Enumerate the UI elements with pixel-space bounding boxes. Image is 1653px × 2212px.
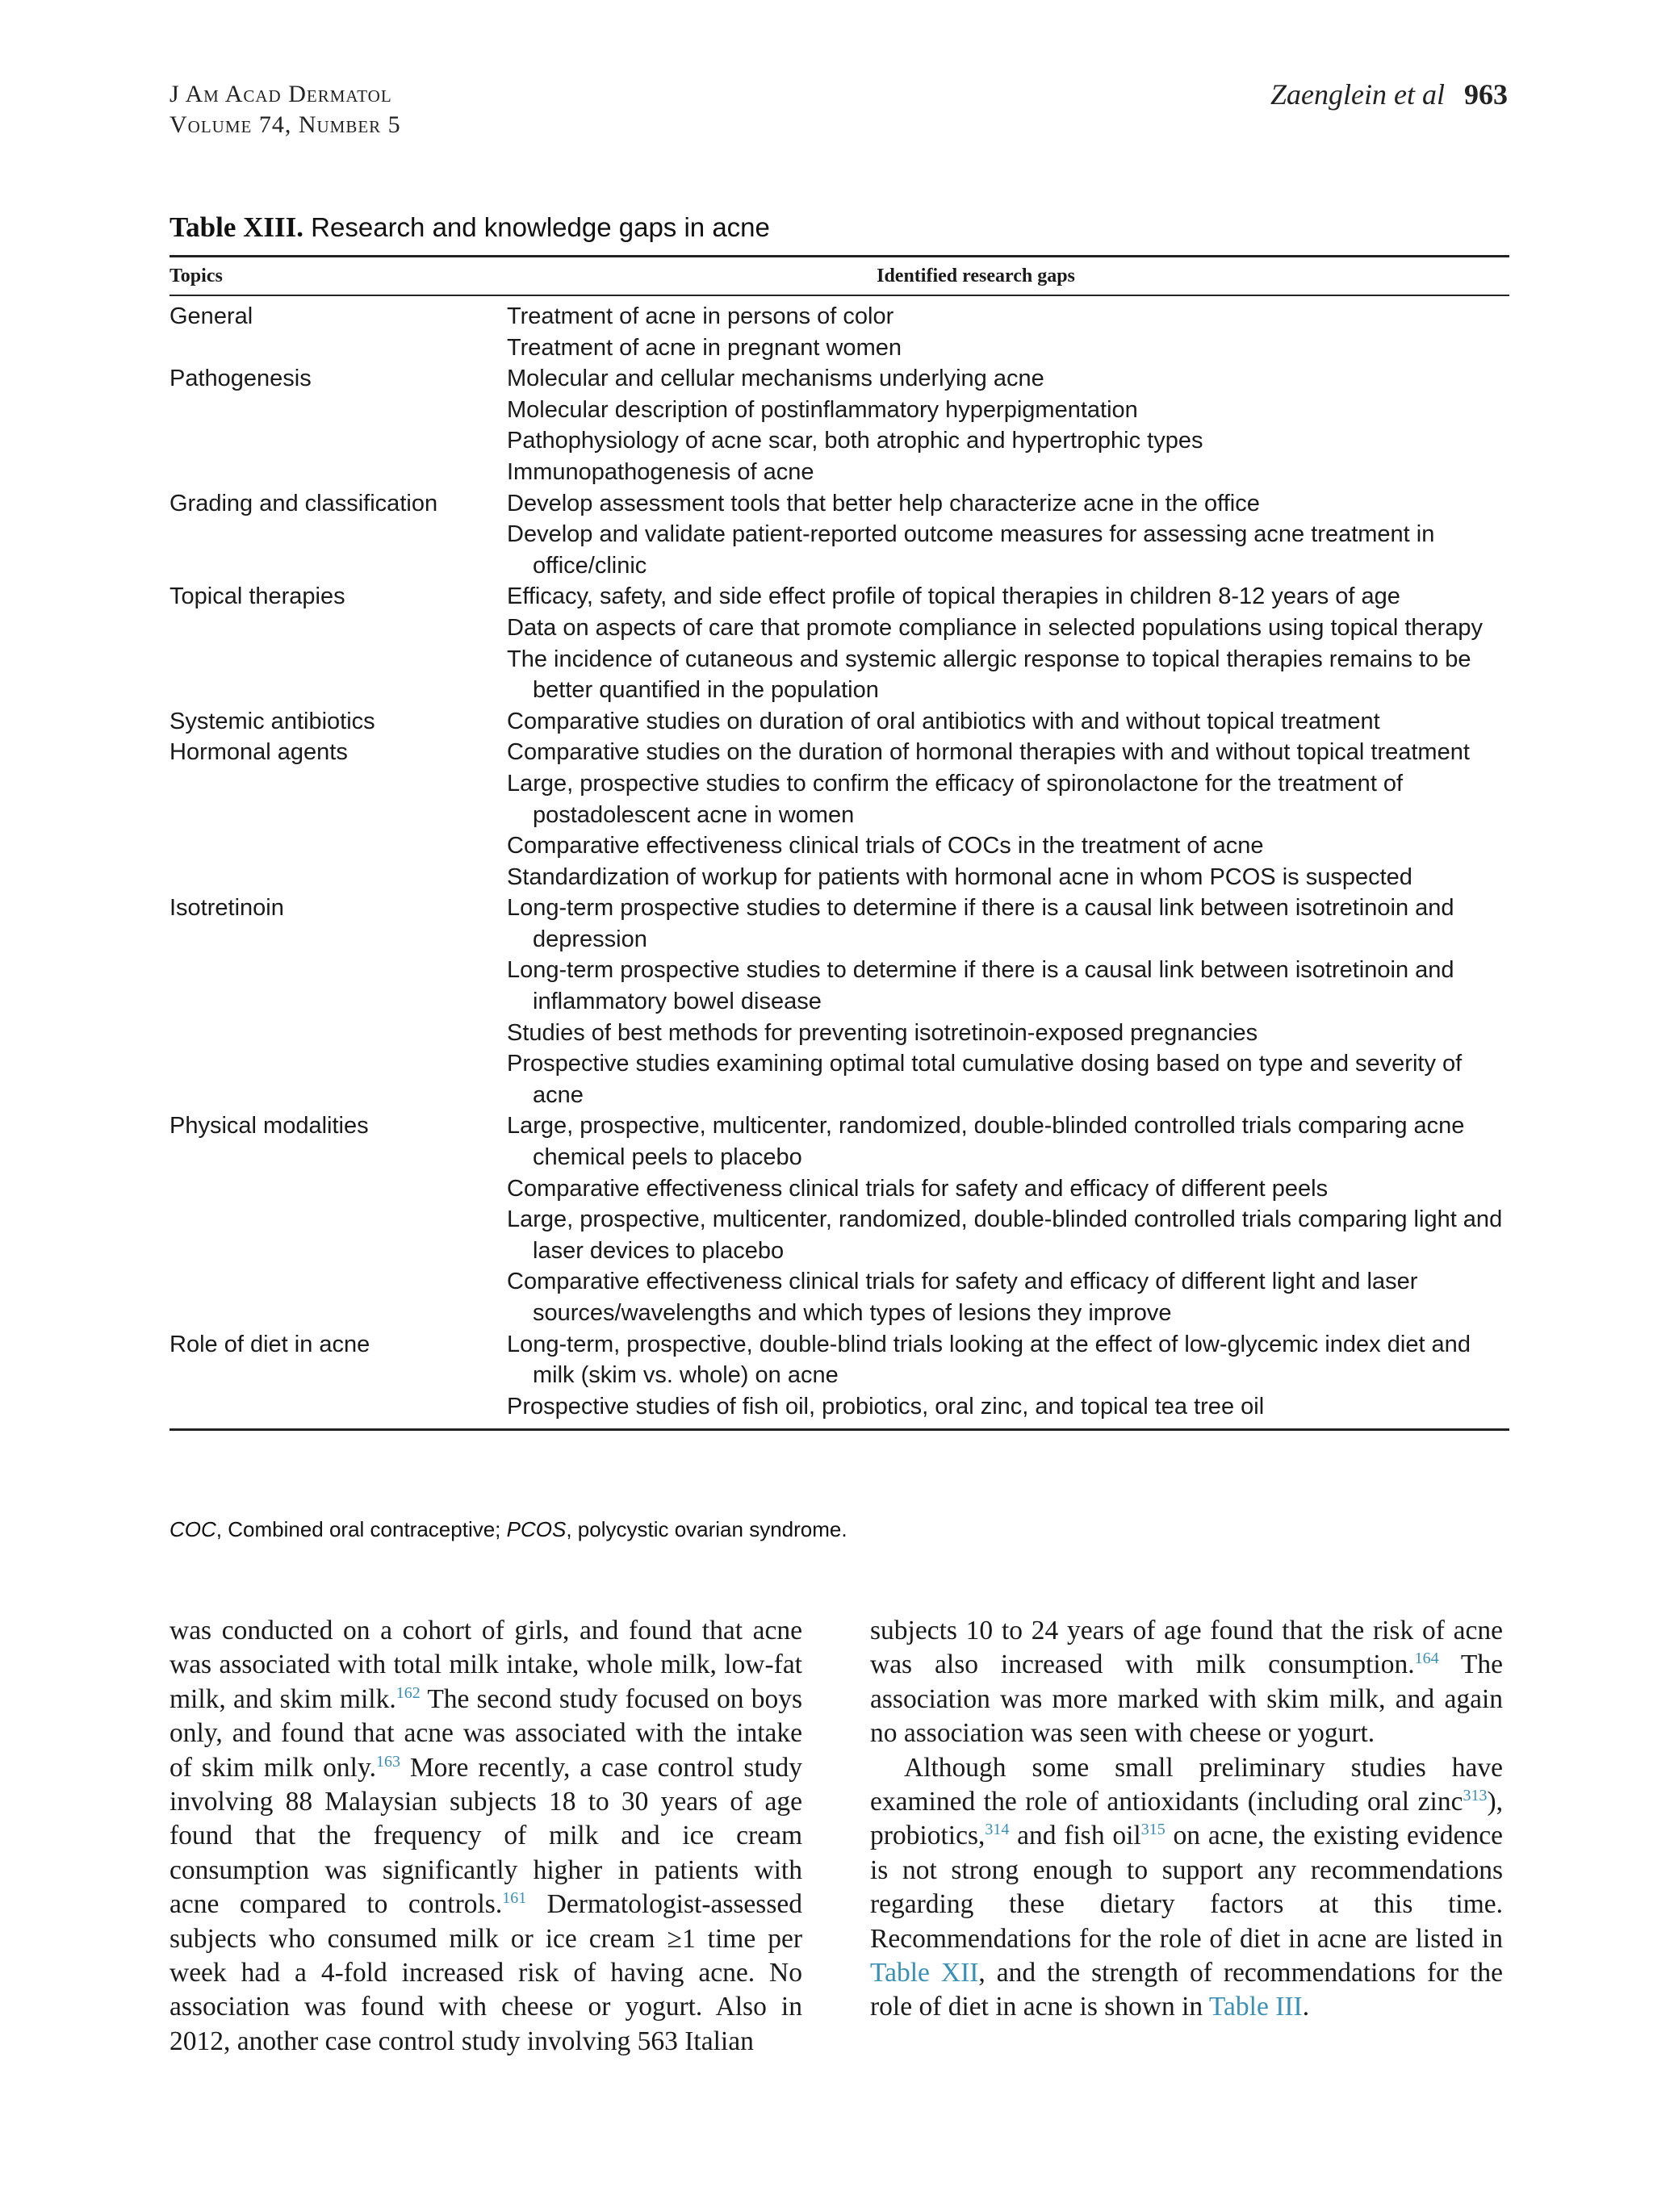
text-run: . [1302, 1992, 1310, 2022]
footnote-def-coc: , Combined oral contraceptive; [216, 1517, 507, 1541]
running-header-page [1270, 77, 1508, 111]
page-number: 963 [1464, 78, 1508, 111]
research-gap-item: Molecular and cellular mechanisms underlying acne [507, 366, 1044, 392]
topic-cell: Isotretinoin [169, 895, 284, 922]
research-gap-item: Molecular description of postinflammatory hyperpigmentation [507, 396, 1138, 423]
footnote-abbr-coc: COC [169, 1517, 216, 1541]
citation-reference[interactable]: 315 [1140, 1821, 1165, 1839]
text-run: and fish oil [1009, 1821, 1141, 1851]
text-run: subjects 10 to 24 years of age found that the risk of acne was also increased with milk consumption. [870, 1616, 1503, 1680]
research-gap-item: Prospective studies examining optimal total cumulative dosing based on type and severity of acne [507, 1051, 1463, 1108]
topic-cell: Topical therapies [169, 583, 345, 610]
table-row [169, 1110, 1509, 1328]
research-gap-item: Large, prospective, multicenter, randomized, double-blinded controlled trials comparing light and laser devices to placebo [507, 1206, 1503, 1264]
research-gap-item: Efficacy, safety, and side effect profile of topical therapies in children 8-12 years of age [507, 583, 1400, 610]
table-link[interactable]: Table XII [870, 1958, 979, 1988]
gaps-cell [507, 706, 1509, 738]
research-gap-item: The incidence of cutaneous and systemic allergic response to topical therapies remains to be better quantified in the population [507, 646, 1471, 704]
text-run: Dermatologist-assessed subjects who consumed milk or ice cream ≥1 time per week had a 4-fold increased risk of having acne. No association was found with cheese or yogurt. Also in 2012, another case control study involving 563 Italian [169, 1889, 802, 2056]
body-paragraph [169, 1614, 802, 2059]
table-body [169, 296, 1509, 1428]
table-footnote [169, 1517, 847, 1542]
citation-reference[interactable]: 163 [375, 1752, 400, 1771]
research-gap-item: Long-term prospective studies to determine if there is a causal link between isotretinoin and inflammatory bowel disease [507, 957, 1454, 1015]
topic-cell: Systemic antibiotics [169, 708, 375, 734]
research-gap-item: Immunopathogenesis of acne [507, 458, 814, 485]
topic-cell: Role of diet in acne [169, 1331, 370, 1357]
topic-cell: General [169, 303, 253, 329]
text-run: More recently, a case control study involving 88 Malaysian subjects 18 to 30 years of age found that the frequency of milk and ice cream consumption was significantly higher in patients with acne compared to controls. [169, 1752, 802, 1920]
running-header-journal [169, 79, 401, 140]
table-row [169, 737, 1509, 893]
research-gap-item: Long-term prospective studies to determine if there is a causal link between isotretinoin and depression [507, 895, 1454, 952]
research-gap-item: Studies of best methods for preventing isotretinoin-exposed pregnancies [507, 1019, 1258, 1046]
gaps-cell [507, 737, 1509, 893]
research-gaps-table [169, 255, 1509, 1431]
text-run: was conducted on a cohort of girls, and found that acne was associated with total milk intake, whole milk, low-fat milk, and skim milk. [169, 1616, 802, 1714]
column-header-gaps: Identified research gaps [877, 265, 1075, 286]
gaps-cell [507, 301, 1509, 363]
journal-volume: Volume 74, Number 5 [169, 111, 401, 138]
research-gap-item: Comparative effectiveness clinical trials for safety and efficacy of different peels [507, 1175, 1329, 1202]
header-authors: Zaenglein et al [1270, 78, 1445, 111]
citation-reference[interactable]: 314 [985, 1821, 1010, 1839]
journal-name: J Am Acad Dermatol [169, 81, 392, 107]
topic-cell: Pathogenesis [169, 366, 312, 392]
topic-cell: Hormonal agents [169, 739, 348, 766]
research-gap-item: Prospective studies of fish oil, probiotics, oral zinc, and topical tea tree oil [507, 1393, 1265, 1420]
body-column-left [169, 1614, 802, 2059]
text-run: on acne, the existing evidence is not strong enough to support any recommendations regarding these dietary factors at this time. Recommendations for the role of diet in acne are listed in [870, 1821, 1503, 1954]
table-row [169, 301, 1509, 363]
citation-reference[interactable]: 313 [1463, 1786, 1488, 1804]
footnote-def-pcos: , polycystic ovarian syndrome. [566, 1517, 847, 1541]
citation-reference[interactable]: 161 [502, 1889, 527, 1908]
text-run: ), probiotics, [870, 1787, 1503, 1851]
gaps-cell [507, 581, 1509, 705]
gaps-cell [507, 1110, 1509, 1328]
footnote-abbr-pcos: PCOS [506, 1517, 567, 1541]
research-gap-item: Comparative effectiveness clinical trials of COCs in the treatment of acne [507, 833, 1264, 859]
topic-cell: Grading and classification [169, 490, 438, 516]
research-gap-item: Pathophysiology of acne scar, both atrophic and hypertrophic types [507, 428, 1203, 454]
gaps-cell [507, 488, 1509, 582]
table-label: Table XIII. [169, 211, 303, 243]
text-run: The association was more marked with skim milk, and again no association was seen with cheese or yogurt. [870, 1650, 1503, 1749]
text-run: Although some small preliminary studies have examined the role of antioxidants (including oral zinc [870, 1752, 1503, 1817]
table-row [169, 488, 1509, 582]
table-row [169, 363, 1509, 487]
citation-reference[interactable]: 162 [395, 1683, 421, 1702]
gaps-cell [507, 363, 1509, 487]
table-row [169, 581, 1509, 705]
research-gap-item: Comparative studies on the duration of hormonal therapies with and without topical treatment [507, 739, 1470, 766]
research-gap-item: Comparative studies on duration of oral antibiotics with and without topical treatment [507, 708, 1380, 734]
body-paragraph [870, 1751, 1503, 2025]
topic-cell: Physical modalities [169, 1113, 369, 1139]
research-gap-item: Standardization of workup for patients with hormonal acne in whom PCOS is suspected [507, 863, 1412, 890]
research-gap-item: Comparative effectiveness clinical trials for safety and efficacy of different light and laser sources/wavelengths and which types of lesions they improve [507, 1269, 1418, 1326]
research-gap-item: Large, prospective studies to confirm the efficacy of spironolactone for the treatment of postadolescent acne in women [507, 770, 1404, 828]
body-paragraph [870, 1614, 1503, 1751]
body-column-right [870, 1614, 1503, 2025]
table-link[interactable]: Table III [1208, 1992, 1303, 2022]
research-gap-item: Develop assessment tools that better help characterize acne in the office [507, 490, 1260, 516]
table-caption [169, 211, 770, 244]
table-header-row [169, 257, 1509, 296]
research-gap-item: Treatment of acne in persons of color [507, 303, 894, 329]
column-header-topics: Topics [169, 265, 223, 286]
citation-reference[interactable]: 164 [1414, 1650, 1439, 1668]
gaps-cell [507, 1329, 1509, 1423]
research-gap-item: Data on aspects of care that promote compliance in selected populations using topical therapy [507, 614, 1484, 641]
table-row [169, 893, 1509, 1110]
text-run: The second study focused on boys only, and found that acne was associated with the intake of skim milk only. [169, 1683, 802, 1783]
research-gap-item: Treatment of acne in pregnant women [507, 334, 902, 361]
research-gap-item: Large, prospective, multicenter, randomized, double-blinded controlled trials comparing acne chemical peels to placebo [507, 1113, 1465, 1171]
table-row [169, 1329, 1509, 1423]
research-gap-item: Long-term, prospective, double-blind trials looking at the effect of low-glycemic index diet and milk (skim vs. whole) on acne [507, 1331, 1471, 1389]
gaps-cell [507, 893, 1509, 1110]
research-gap-item: Develop and validate patient-reported outcome measures for assessing acne treatment in office/clinic [507, 521, 1435, 579]
text-run: , and the strength of recommendations for the role of diet in acne is shown in [870, 1958, 1503, 2022]
table-row [169, 706, 1509, 738]
table-title: Research and knowledge gaps in acne [311, 212, 770, 242]
